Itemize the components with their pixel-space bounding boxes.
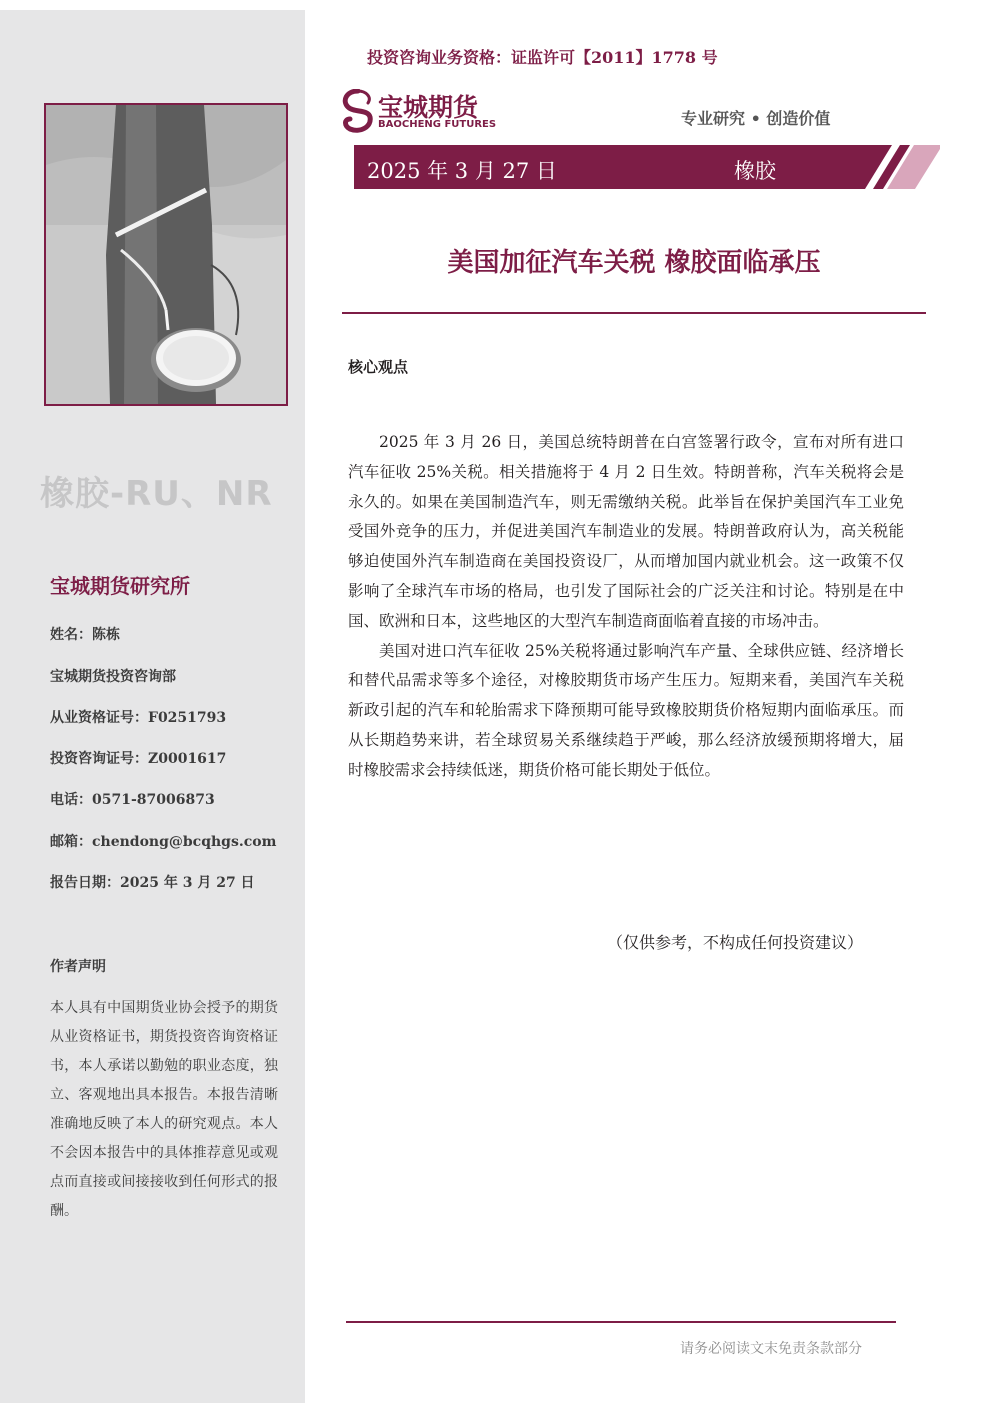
advisory-number: 投资咨询证号：Z0001617 xyxy=(50,751,227,767)
license-line: 投资咨询业务资格：证监许可【2011】1778 号 xyxy=(367,48,718,67)
author-name: 姓名：陈栋 xyxy=(50,627,120,643)
declaration-title: 作者声明 xyxy=(50,959,106,975)
banner-date: 2025 年 3 月 27 日 xyxy=(367,159,557,183)
phone: 电话：0571-87006873 xyxy=(50,792,215,808)
footer-text: 请务必阅读文末免责条款部分 xyxy=(680,1341,862,1357)
body-text xyxy=(348,428,904,786)
paragraph: 2025 年 3 月 26 日，美国总统特朗普在白宫签署行政令，宣布对所有进口汽车征收 25%关税。相关措施将于 4 月 2 日生效。特朗普称，汽车关税将会是永久的。如果在美国制造汽车，则无需缴纳关税。此举旨在保护美国汽车工业免受国外竞争的压力，并促进美国汽车制造业的发展。特朗普政府认为，高关税能够迫使国外汽车制造商在美国投资设厂，从而增加国内就业机会。这一政策不仅影响了全球汽车市场的格局，也引发了国际社会的广泛关注和讨论。特别是在中国、欧洲和日本，这些地区的大型汽车制造商面临着直接的市场冲击。 xyxy=(348,433,904,630)
department: 宝城期货投资咨询部 xyxy=(50,669,176,685)
email[interactable]: 邮箱：chendong@bcqhgs.com xyxy=(50,834,277,850)
institute-name: 宝城期货研究所 xyxy=(50,574,190,598)
footer-divider xyxy=(346,1321,896,1323)
sidebar xyxy=(0,10,305,1403)
date-banner xyxy=(354,145,940,189)
report-headline: 美国加征汽车关税 橡胶面临承压 xyxy=(447,248,821,278)
paragraph: 美国对进口汽车征收 25%关税将通过影响汽车产量、全球供应链、经济增长和替代品需求等多个途径，对橡胶期货市场产生压力。短期来看，美国汽车关税新政引起的汽车和轮胎需求下降预期可能导致橡胶期货价格短期内面临承压。而从长期趋势来讲，若全球贸易关系继续趋于严峻，那么经济放缓预期将增大，届时橡胶需求会持续低迷，期货价格可能长期处于低位。 xyxy=(348,641,904,779)
slogan: 专业研究 • 创造价值 xyxy=(681,109,831,128)
section-title: 核心观点 xyxy=(348,358,409,376)
rubber-tree-photo xyxy=(44,103,288,406)
logo-chinese: 宝城期货 xyxy=(378,93,479,122)
company-logo xyxy=(340,88,510,136)
qualification-number: 从业资格证号：F0251793 xyxy=(50,710,227,726)
declaration-text: 本人具有中国期货业协会授予的期货从业资格证书，期货投资咨询资格证书，本人承诺以勤勉的职业态度，独立、客观地出具本报告。本报告清晰准确地反映了本人的研究观点。本人不会因本报告中的具体推荐意见或观点而直接或间接接收到任何形式的报酬。 xyxy=(50,1000,278,1219)
report-date: 报告日期：2025 年 3 月 27 日 xyxy=(50,875,255,891)
logo-mark-icon xyxy=(340,89,376,135)
logo-english: BAOCHENG FUTURES xyxy=(378,119,497,130)
rubber-tapping-image xyxy=(46,105,286,404)
commodity-label: 橡胶-RU、NR xyxy=(40,474,273,514)
reference-note: （仅供参考，不构成任何投资建议） xyxy=(607,933,864,952)
banner-category: 橡胶 xyxy=(734,159,776,183)
headline-divider xyxy=(342,312,926,314)
